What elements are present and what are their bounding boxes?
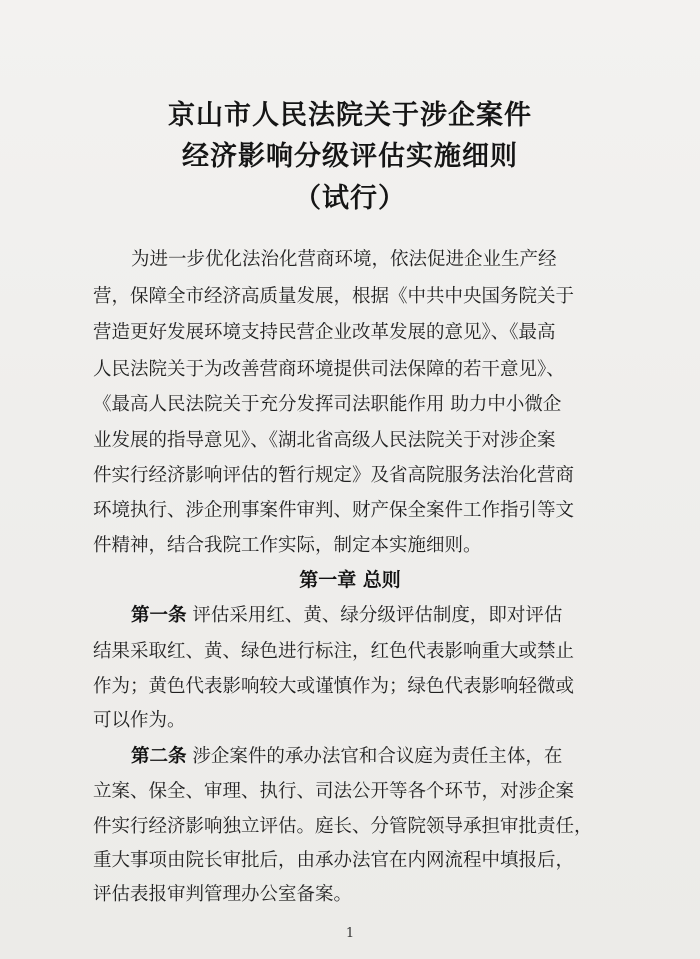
article-1-line: 作为；黄色代表影响较大或谨慎作为；绿色代表影响轻微或 [93, 676, 575, 697]
document-title-line-3: （试行） [294, 183, 406, 214]
preamble-line: 为进一步优化法治化营商环境，依法促进企业生产经 [131, 249, 557, 270]
article-1-line: 可以作为。 [93, 710, 186, 731]
preamble-line: 业发展的指导意见》、《湖北省高级人民法院关于对涉企案 [93, 430, 556, 451]
document-title-line-1: 京山市人民法院关于涉企案件 [168, 100, 532, 131]
article-1-line: 评估采用红、黄、绿分级评估制度，即对评估 [186, 605, 563, 626]
preamble-line: 人民法院关于为改善营商环境提供司法保障的若干意见》、 [93, 359, 565, 380]
article-1-first-line [131, 601, 562, 627]
article-1-label: 第一条 [131, 605, 187, 626]
preamble-line: 件实行经济影响评估的暂行规定》及省高院服务法治化营商 [93, 465, 575, 486]
article-2-line: 件实行经济影响独立评估。庭长、分管院领导承担审批责任， [93, 816, 593, 837]
document-title-line-2: 经济影响分级评估实施细则 [182, 141, 518, 172]
article-2-line: 立案、保全、审理、执行、司法公开等各个环节，对涉企案 [93, 781, 575, 802]
page-number: 1 [345, 926, 355, 941]
preamble-line: 营造更好发展环境支持民营企业改革发展的意见》、《最高 [93, 322, 556, 343]
article-1-line: 结果采取红、黄、绿色进行标注，红色代表影响重大或禁止 [93, 641, 575, 662]
preamble-line: 营，保障全市经济高质量发展，根据《中共中央国务院关于 [93, 286, 575, 307]
article-2-label: 第二条 [131, 746, 187, 767]
article-2-first-line [131, 742, 562, 768]
article-2-line: 评估表报审判管理办公室备案。 [93, 884, 353, 905]
article-2-line: 涉企案件的承办法官和合议庭为责任主体，在 [186, 746, 563, 767]
chapter-heading: 第一章 总则 [299, 569, 401, 591]
preamble-line: 环境执行、涉企刑事案件审判、财产保全案件工作指引等文 [93, 500, 575, 521]
preamble-line: 件精神，结合我院工作实际，制定本实施细则。 [93, 535, 482, 556]
article-2-line: 重大事项由院长审批后，由承办法官在内网流程中填报后， [93, 850, 575, 871]
preamble-line: 《最高人民法院关于充分发挥司法职能作用 助力中小微企 [93, 394, 562, 415]
